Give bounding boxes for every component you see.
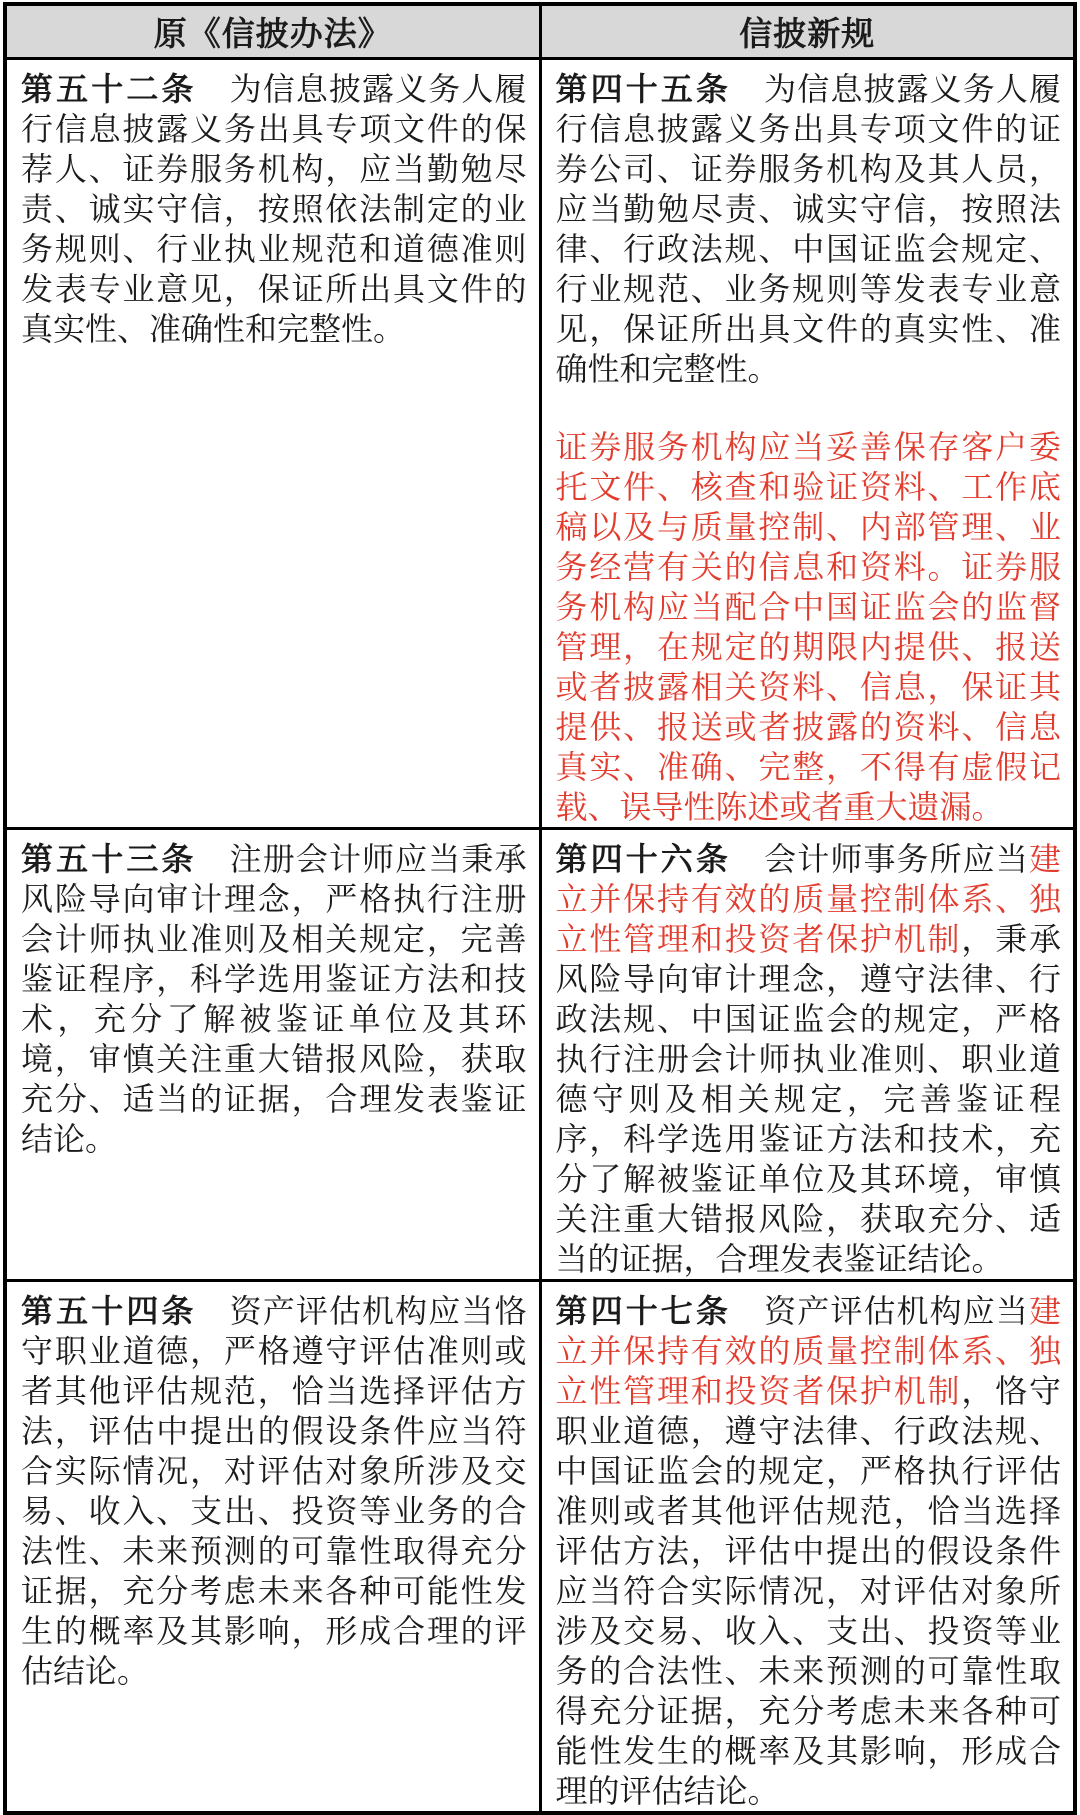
- text-segment: 资产评估机构应当恪守职业道德，严格遵守评估准则或者其他评估规范，恰当选择评估方法，评估中提出的假设条件应当符合实际情况，对评估对象所涉及交易、收入、支出、投资等业务的合法性、未来预测的可靠性取得充分证据，充分考虑未来各种可能性发生的概率及其影响，形成合理的评估结论。: [21, 1293, 527, 1689]
- cell-right-row-3: [540, 1281, 1075, 1814]
- paragraph: [21, 839, 527, 1159]
- header-old-regulation: 原《信披办法》: [5, 4, 540, 59]
- text-segment: ，恪守职业道德，遵守法律、行政法规、中国证监会的规定，严格执行评估准则或者其他评估规范，恰当选择评估方法，评估中提出的假设条件应当符合实际情况，对评估对象所涉及交易、收入、支出、投资等业务的合法性、未来预测的可靠性取得充分证据，充分考虑未来各种可能性发生的概率及其影响，形成合理的评估结论。: [555, 1373, 1061, 1809]
- table-row: [5, 59, 1075, 829]
- article-number: 第五十二条: [21, 71, 197, 107]
- paragraph: [556, 69, 1062, 389]
- table-row: [5, 1281, 1075, 1814]
- paragraph: [556, 1291, 1062, 1811]
- paragraph: [21, 1291, 527, 1691]
- table-body: [5, 59, 1075, 1814]
- text-segment: 证券服务机构应当妥善保存客户委托文件、核查和验证资料、工作底稿以及与质量控制、内部管理、业务经营有关的信息和资料。证券服务机构应当配合中国证监会的监督管理，在规定的期限内提供、报送或者披露相关资料、信息，保证其提供、报送或者披露的资料、信息真实、准确、完整，不得有虚假记载、误导性陈述或者重大遗漏。: [555, 429, 1061, 825]
- paragraph: [556, 427, 1062, 827]
- table-header: [5, 4, 1075, 59]
- paragraph: [21, 69, 527, 349]
- text-segment: 建立并保持有效的质量控制体系、独立性管理和投资者保护机制: [555, 841, 1061, 957]
- article-number: 第四十七条: [555, 1293, 732, 1329]
- cell-right-row-2: [540, 829, 1075, 1281]
- cell-left-row-1: [5, 59, 540, 829]
- article-number: 第四十五条: [555, 71, 732, 107]
- cell-left-row-2: [5, 829, 540, 1281]
- article-number: 第五十三条: [21, 841, 197, 877]
- article-number: 第四十六条: [555, 841, 732, 877]
- regulation-comparison-table: [3, 2, 1077, 1815]
- text-segment: ，秉承风险导向审计理念，遵守法律、行政法规、中国证监会的规定，严格执行注册会计师执业准则、职业道德守则及相关规定，完善鉴证程序，科学选用鉴证方法和技术，充分了解被鉴证单位及其环境，审慎关注重大错报风险，获取充分、适当的证据，合理发表鉴证结论。: [555, 921, 1061, 1277]
- table-row: [5, 829, 1075, 1281]
- article-number: 第五十四条: [21, 1293, 197, 1329]
- header-new-regulation: 信披新规: [540, 4, 1075, 59]
- text-segment: 会计师事务所应当: [731, 841, 1029, 877]
- cell-right-row-1: [540, 59, 1075, 829]
- cell-left-row-3: [5, 1281, 540, 1814]
- text-segment: 为信息披露义务人履行信息披露义务出具专项文件的保荐人、证券服务机构，应当勤勉尽责、诚实守信，按照依法制定的业务规则、行业执业规范和道德准则发表专业意见，保证所出具文件的真实性、准确性和完整性。: [21, 71, 527, 347]
- text-segment: 注册会计师应当秉承风险导向审计理念，严格执行注册会计师执业准则及相关规定，完善鉴证程序，科学选用鉴证方法和技术，充分了解被鉴证单位及其环境，审慎关注重大错报风险，获取充分、适当的证据，合理发表鉴证结论。: [21, 841, 527, 1157]
- text-segment: 为信息披露义务人履行信息披露义务出具专项文件的证券公司、证券服务机构及其人员，应当勤勉尽责、诚实守信，按照法律、行政法规、中国证监会规定、行业规范、业务规则等发表专业意见，保证所出具文件的真实性、准确性和完整性。: [555, 71, 1061, 387]
- paragraph: [556, 839, 1062, 1279]
- text-segment: 建立并保持有效的质量控制体系、独立性管理和投资者保护机制: [555, 1293, 1061, 1409]
- text-segment: 资产评估机构应当: [731, 1293, 1029, 1329]
- header-row: [5, 4, 1075, 59]
